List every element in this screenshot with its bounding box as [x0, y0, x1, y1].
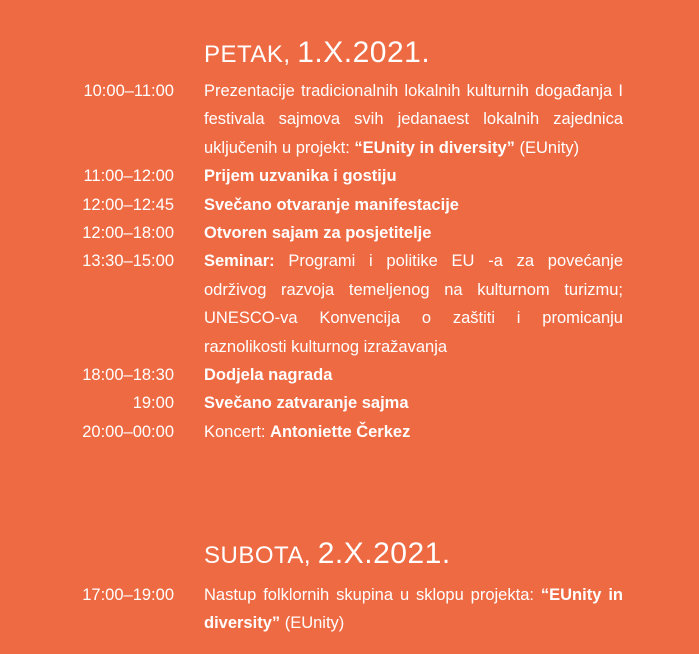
event-time: 17:00–19:00	[82, 586, 174, 604]
schedule-row	[0, 418, 699, 446]
event-project-name: “EUnity in diversity”	[204, 586, 623, 633]
event-description	[204, 581, 623, 638]
event-title: Dodjela nagrada	[204, 366, 333, 385]
event-title: Prijem uzvanika i gostiju	[204, 167, 397, 186]
schedule-friday	[0, 77, 699, 446]
schedule-row	[0, 361, 699, 389]
event-description	[204, 162, 623, 190]
event-text: Koncert:	[204, 422, 271, 441]
event-description	[204, 418, 623, 446]
event-time: 20:00–00:00	[82, 422, 174, 441]
schedule-row	[0, 581, 699, 638]
event-time: 12:00–18:00	[82, 224, 174, 243]
day-name: SUBOTA,	[204, 542, 312, 569]
event-description	[204, 361, 623, 389]
event-time: 12:00–12:45	[82, 195, 174, 214]
event-description	[204, 247, 623, 361]
event-time: 11:00–12:00	[83, 167, 174, 186]
schedule-row	[0, 247, 699, 361]
schedule-row	[0, 162, 699, 190]
day-date: 1.X.2021.	[297, 36, 431, 69]
event-description	[204, 77, 623, 162]
event-time: 18:00–18:30	[82, 366, 174, 385]
schedule-row	[0, 219, 699, 247]
event-project-name: “EUnity in diversity”	[354, 138, 515, 157]
event-text-suffix: (EUnity)	[514, 138, 580, 157]
day-date: 2.X.2021.	[317, 537, 451, 570]
event-text: Prezentacije tradicionalnih lokalnih kulturnih događanja I festivala sajmova svih jedanaest lokalnih zajednica uključenih u projekt:	[204, 82, 623, 157]
day-heading-saturday	[204, 539, 451, 569]
event-description	[204, 219, 623, 247]
schedule-row	[0, 191, 699, 219]
event-time: 19:00	[132, 394, 174, 413]
event-description	[204, 191, 623, 219]
schedule-row	[0, 77, 699, 162]
event-description	[204, 389, 623, 417]
schedule-saturday	[0, 581, 699, 638]
day-heading-friday	[204, 38, 430, 68]
event-time: 10:00–11:00	[83, 82, 174, 100]
event-title: Svečano otvaranje manifestacije	[204, 195, 459, 214]
event-time: 13:30–15:00	[82, 252, 174, 271]
event-performer: Antoniette Čerkez	[270, 422, 411, 441]
event-label: Seminar:	[204, 252, 275, 271]
event-title: Svečano zatvaranje sajma	[204, 394, 409, 413]
schedule-row	[0, 389, 699, 417]
event-text: Programi i politike EU -a za povećanje održivog razvoja temeljenog na kulturnom turizmu; UNESCO-va Konvencija o zaštiti i promicanju raznolikosti kulturnog izražavanja	[204, 252, 623, 356]
day-name: PETAK,	[204, 41, 291, 68]
event-title: Otvoren sajam za posjetitelje	[204, 224, 432, 243]
event-text: Nastup folklornih skupina u sklopu projekta:	[204, 586, 541, 604]
event-text-suffix: (EUnity)	[280, 614, 345, 633]
